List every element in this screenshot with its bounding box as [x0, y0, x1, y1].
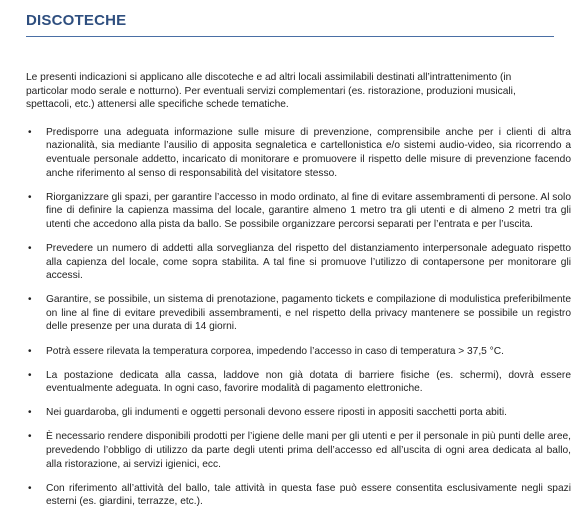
bullet-icon: • — [28, 242, 32, 254]
list-item-text: Garantire, se possibile, un sistema di prenotazione, pagamento tickets e compilazione di modulistica preferibilmente on line al fine di evitare prevedibili assembramenti, e nel rispetto della privacy mantenere se possibile un registro delle presenze per una durata di 14 giorni. — [46, 294, 571, 333]
list-item-text: È necessario rendere disponibili prodotti per l’igiene delle mani per gli utenti e per il personale in più punti delle aree, prevedendo l’obbligo di utilizzo da parte degli utenti prima dell’accesso ed all’uscita di ogni area dedicata al ballo, alla ristorazione, ai servizi igienici, ecc. — [46, 431, 571, 470]
bullet-icon: • — [28, 369, 32, 381]
list-item — [26, 482, 571, 509]
bullet-icon: • — [28, 431, 32, 443]
bullet-icon: • — [28, 294, 32, 306]
list-item-text: La postazione dedicata alla cassa, laddove non già dotata di barriere fisiche (es. schermi), dovrà essere eventualmente adeguata. In ogni caso, favorire modalità di pagamento elettroniche. — [46, 369, 571, 395]
list-item — [26, 430, 571, 471]
list-item-text: Prevedere un numero di addetti alla sorveglianza del rispetto del distanziamento interpersonale adeguato rispetto alla capienza del locale, come sopra stabilita. A tal fine si promuove l’utilizzo di contapersone per monitorare gli accessi. — [46, 242, 571, 282]
list-item — [26, 242, 571, 283]
title-divider — [26, 36, 554, 37]
list-item — [26, 191, 571, 232]
bullet-icon: • — [28, 482, 32, 494]
list-item — [26, 126, 571, 180]
bullet-icon: • — [28, 345, 32, 357]
list-item-text: Predisporre una adeguata informazione sulle misure di prevenzione, comprensibile anche per i clienti di altra nazionalità, sia mediante l’ausilio di apposita segnaletica e cartellonistica e/o sistemi audio-video, sia ricorrendo a eventuale personale addetto, incaricato di monitorare e promuovere il rispetto delle misure di prevenzione facendo anche riferimento al senso di responsabilità del visitatore stesso. — [46, 126, 571, 179]
list-item-text: Riorganizzare gli spazi, per garantire l’accesso in modo ordinato, al fine di evitare assembramenti di persone. Al solo fine di definire la capienza massima del locale, garantire almeno 1 metro tra gli utenti e di almeno 2 metri tra gli utenti che accedono alla pista da ballo. Se possibile organizzare percorsi separati per l’entrata e per l’uscita. — [46, 191, 571, 230]
list-item-text: Con riferimento all’attività del ballo, tale attività in questa fase può essere consentita esclusivamente negli spazi esterni (es. giardini, terrazze, etc.). — [46, 482, 571, 508]
bullet-icon: • — [28, 407, 32, 419]
list-item — [26, 369, 571, 396]
list-item — [26, 406, 571, 420]
bullet-icon: • — [28, 126, 32, 138]
intro-paragraph: Le presenti indicazioni si applicano alle discoteche e ad altri locali assimilabili destinati all’intrattenimento (in particolar modo serale e notturno). Per eventuali servizi complementari (es. ristorazione, produzioni musicali, spettacoli, etc.) attenersi alle specifiche schede tematiche. — [26, 72, 516, 111]
guidelines-list — [26, 126, 571, 509]
page-title: DISCOTECHE — [26, 12, 127, 29]
list-item-text: Potrà essere rilevata la temperatura corporea, impedendo l’accesso in caso di temperatura > 37,5 °C. — [46, 345, 504, 357]
bullet-icon: • — [28, 191, 32, 203]
list-item — [26, 345, 571, 359]
list-item — [26, 293, 571, 334]
list-item-text: Nei guardaroba, gli indumenti e oggetti personali devono essere riposti in appositi sacchetti porta abiti. — [46, 407, 507, 419]
